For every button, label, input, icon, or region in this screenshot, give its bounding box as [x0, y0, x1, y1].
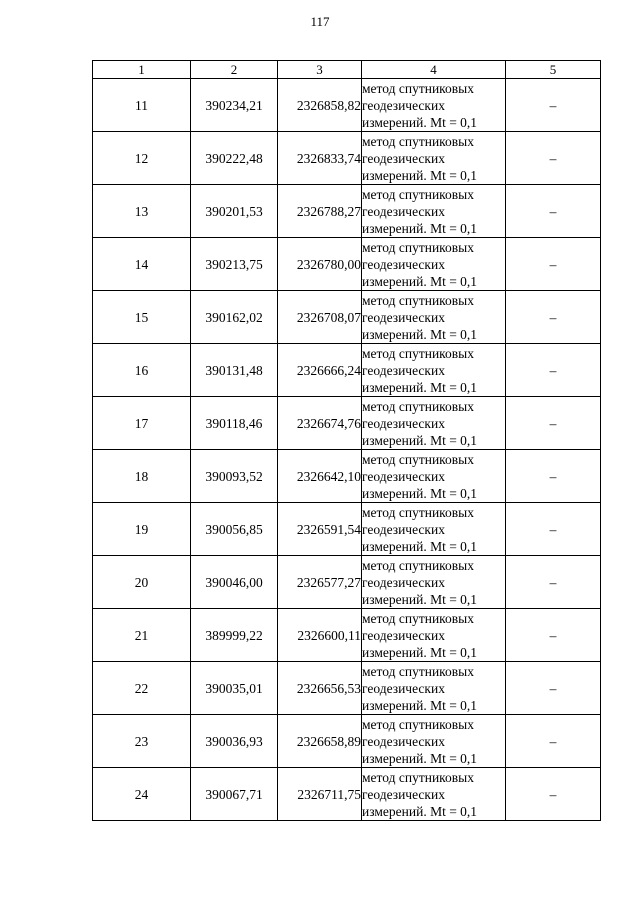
- table-row: [93, 238, 601, 291]
- x-coordinate-cell: 390201,53: [191, 185, 278, 238]
- table-body: [93, 79, 601, 821]
- table-row: [93, 503, 601, 556]
- method-cell: [362, 344, 506, 397]
- method-cell: [362, 768, 506, 821]
- page-number: 117: [310, 14, 330, 29]
- method-line: измерений. Mt = 0,1: [362, 485, 478, 501]
- y-coordinate-cell: 2326711,75: [278, 768, 362, 821]
- column-header-5: 5: [506, 61, 601, 79]
- column-header-2: 2: [191, 61, 278, 79]
- method-line: метод спутниковых: [362, 557, 474, 573]
- method-line: измерений. Mt = 0,1: [362, 379, 478, 395]
- note-cell: –: [506, 132, 601, 185]
- table-row: [93, 450, 601, 503]
- method-line: метод спутниковых: [362, 663, 474, 679]
- column-header-1: 1: [93, 61, 191, 79]
- x-coordinate-cell: 390234,21: [191, 79, 278, 132]
- point-number-cell: 14: [93, 238, 191, 291]
- x-coordinate-cell: 390213,75: [191, 238, 278, 291]
- method-line: метод спутниковых: [362, 345, 474, 361]
- method-line: геодезических: [362, 97, 445, 113]
- x-coordinate-cell: 390046,00: [191, 556, 278, 609]
- note-cell: –: [506, 715, 601, 768]
- method-line: геодезических: [362, 468, 445, 484]
- method-line: геодезических: [362, 627, 445, 643]
- x-coordinate-cell: 390093,52: [191, 450, 278, 503]
- y-coordinate-cell: 2326708,07: [278, 291, 362, 344]
- coordinates-table: [92, 60, 601, 821]
- method-line: метод спутниковых: [362, 186, 474, 202]
- method-line: измерений. Mt = 0,1: [362, 114, 478, 130]
- method-line: геодезических: [362, 362, 445, 378]
- method-line: геодезических: [362, 521, 445, 537]
- y-coordinate-cell: 2326642,10: [278, 450, 362, 503]
- method-line: метод спутниковых: [362, 133, 474, 149]
- x-coordinate-cell: 390118,46: [191, 397, 278, 450]
- point-number-cell: 22: [93, 662, 191, 715]
- x-coordinate-cell: 390131,48: [191, 344, 278, 397]
- method-line: геодезических: [362, 786, 445, 802]
- note-cell: –: [506, 556, 601, 609]
- point-number-cell: 12: [93, 132, 191, 185]
- method-cell: [362, 132, 506, 185]
- method-line: измерений. Mt = 0,1: [362, 538, 478, 554]
- y-coordinate-cell: 2326577,27: [278, 556, 362, 609]
- method-line: геодезических: [362, 415, 445, 431]
- x-coordinate-cell: 390162,02: [191, 291, 278, 344]
- table-row: [93, 609, 601, 662]
- method-line: измерений. Mt = 0,1: [362, 644, 478, 660]
- table-row: [93, 291, 601, 344]
- x-coordinate-cell: 389999,22: [191, 609, 278, 662]
- method-line: измерений. Mt = 0,1: [362, 273, 478, 289]
- method-cell: [362, 397, 506, 450]
- method-line: метод спутниковых: [362, 292, 474, 308]
- method-line: метод спутниковых: [362, 451, 474, 467]
- y-coordinate-cell: 2326674,76: [278, 397, 362, 450]
- note-cell: –: [506, 291, 601, 344]
- method-line: геодезических: [362, 203, 445, 219]
- point-number-cell: 19: [93, 503, 191, 556]
- point-number-cell: 16: [93, 344, 191, 397]
- method-line: метод спутниковых: [362, 504, 474, 520]
- table-row: [93, 556, 601, 609]
- table-row: [93, 344, 601, 397]
- method-cell: [362, 291, 506, 344]
- method-line: геодезических: [362, 256, 445, 272]
- method-line: геодезических: [362, 574, 445, 590]
- y-coordinate-cell: 2326780,00: [278, 238, 362, 291]
- note-cell: –: [506, 503, 601, 556]
- table-row: [93, 397, 601, 450]
- method-line: геодезических: [362, 680, 445, 696]
- column-header-3: 3: [278, 61, 362, 79]
- method-cell: [362, 503, 506, 556]
- point-number-cell: 20: [93, 556, 191, 609]
- note-cell: –: [506, 450, 601, 503]
- method-line: геодезических: [362, 309, 445, 325]
- method-cell: [362, 79, 506, 132]
- table-row: [93, 768, 601, 821]
- point-number-cell: 17: [93, 397, 191, 450]
- x-coordinate-cell: 390035,01: [191, 662, 278, 715]
- y-coordinate-cell: 2326591,54: [278, 503, 362, 556]
- method-line: измерений. Mt = 0,1: [362, 697, 478, 713]
- method-cell: [362, 662, 506, 715]
- method-line: измерений. Mt = 0,1: [362, 220, 478, 236]
- table-header-row: [93, 61, 601, 79]
- point-number-cell: 11: [93, 79, 191, 132]
- point-number-cell: 13: [93, 185, 191, 238]
- table-row: [93, 715, 601, 768]
- method-cell: [362, 609, 506, 662]
- table-row: [93, 79, 601, 132]
- method-line: метод спутниковых: [362, 610, 474, 626]
- method-line: измерений. Mt = 0,1: [362, 167, 478, 183]
- x-coordinate-cell: 390067,71: [191, 768, 278, 821]
- y-coordinate-cell: 2326788,27: [278, 185, 362, 238]
- note-cell: –: [506, 662, 601, 715]
- method-line: измерений. Mt = 0,1: [362, 326, 478, 342]
- x-coordinate-cell: 390222,48: [191, 132, 278, 185]
- point-number-cell: 15: [93, 291, 191, 344]
- method-line: измерений. Mt = 0,1: [362, 750, 478, 766]
- y-coordinate-cell: 2326658,89: [278, 715, 362, 768]
- method-cell: [362, 556, 506, 609]
- y-coordinate-cell: 2326600,11: [278, 609, 362, 662]
- method-cell: [362, 450, 506, 503]
- note-cell: –: [506, 768, 601, 821]
- method-line: измерений. Mt = 0,1: [362, 591, 478, 607]
- method-line: измерений. Mt = 0,1: [362, 432, 478, 448]
- y-coordinate-cell: 2326833,74: [278, 132, 362, 185]
- column-header-4: 4: [362, 61, 506, 79]
- method-line: измерений. Mt = 0,1: [362, 803, 478, 819]
- table-row: [93, 132, 601, 185]
- method-cell: [362, 715, 506, 768]
- table-row: [93, 662, 601, 715]
- x-coordinate-cell: 390036,93: [191, 715, 278, 768]
- method-line: геодезических: [362, 150, 445, 166]
- note-cell: –: [506, 185, 601, 238]
- note-cell: –: [506, 609, 601, 662]
- table-row: [93, 185, 601, 238]
- method-line: метод спутниковых: [362, 716, 474, 732]
- y-coordinate-cell: 2326858,82: [278, 79, 362, 132]
- method-line: геодезических: [362, 733, 445, 749]
- note-cell: –: [506, 344, 601, 397]
- method-cell: [362, 238, 506, 291]
- method-line: метод спутниковых: [362, 239, 474, 255]
- point-number-cell: 18: [93, 450, 191, 503]
- note-cell: –: [506, 397, 601, 450]
- method-line: метод спутниковых: [362, 80, 474, 96]
- note-cell: –: [506, 79, 601, 132]
- note-cell: –: [506, 238, 601, 291]
- y-coordinate-cell: 2326666,24: [278, 344, 362, 397]
- method-line: метод спутниковых: [362, 398, 474, 414]
- x-coordinate-cell: 390056,85: [191, 503, 278, 556]
- point-number-cell: 21: [93, 609, 191, 662]
- y-coordinate-cell: 2326656,53: [278, 662, 362, 715]
- point-number-cell: 23: [93, 715, 191, 768]
- method-line: метод спутниковых: [362, 769, 474, 785]
- method-cell: [362, 185, 506, 238]
- point-number-cell: 24: [93, 768, 191, 821]
